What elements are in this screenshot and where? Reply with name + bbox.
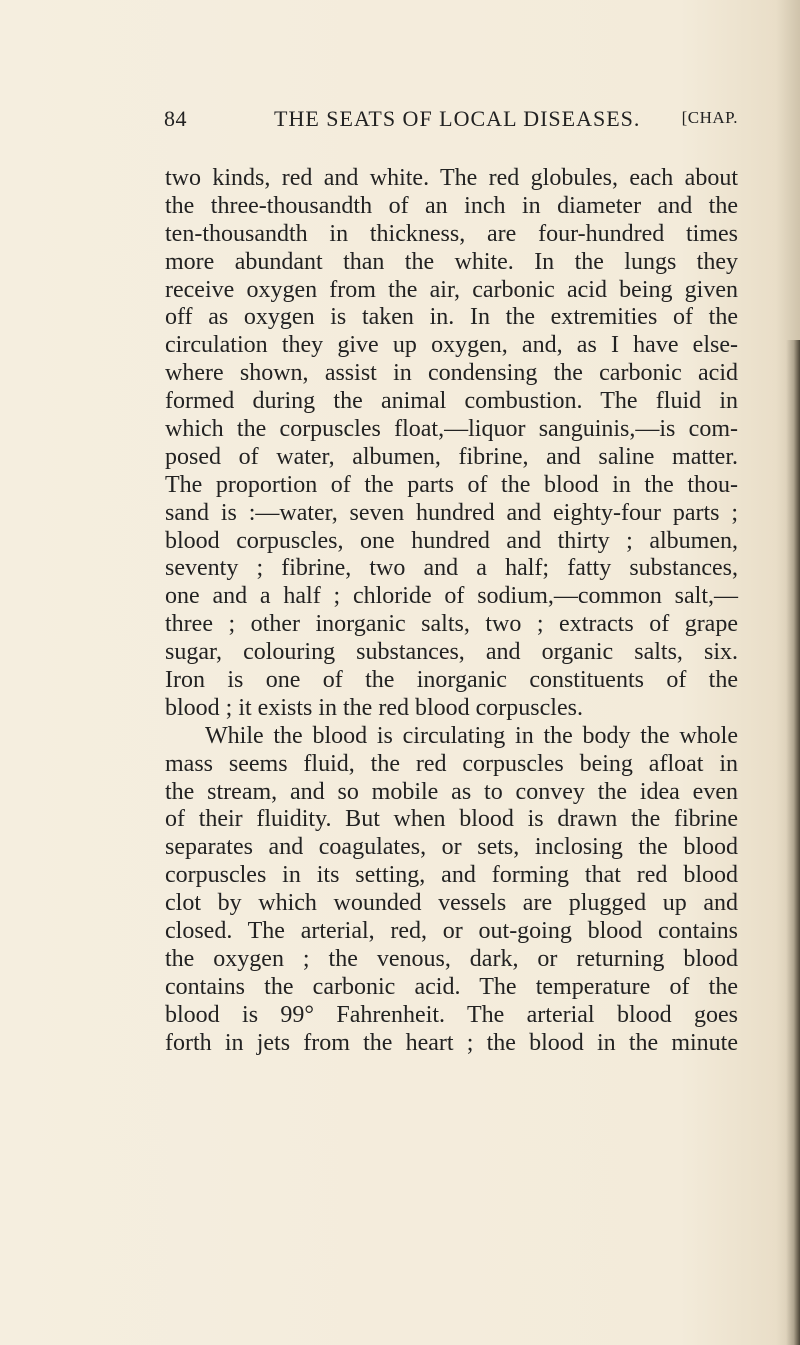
text-line: off as oxygen is taken in. In the extremities of the <box>165 304 738 331</box>
text-line: Iron is one of the inorganic constituents of the <box>165 667 738 694</box>
text-line: clot by which wounded vessels are plugged up and <box>165 890 738 917</box>
running-title: THE SEATS OF LOCAL DISEASES. <box>274 106 641 131</box>
text-line: mass seems fluid, the red corpuscles being afloat in <box>165 750 738 777</box>
text-line: two kinds, red and white. The red globules, each about <box>165 165 738 191</box>
text-line: formed during the animal combustion. The fluid in <box>165 388 738 415</box>
text-line: three ; other inorganic salts, two ; extracts of grape <box>165 611 738 638</box>
text-line: the oxygen ; the venous, dark, or returning blood <box>165 945 738 972</box>
text-line: seventy ; fibrine, two and a half; fatty substances, <box>165 555 738 582</box>
text-line: closed. The arterial, red, or out-going blood contains <box>165 918 738 945</box>
text-line: the three-thousandth of an inch in diameter and the <box>165 192 738 219</box>
text-line: receive oxygen from the air, carbonic acid being given <box>165 276 738 303</box>
text-line: separates and coagulates, or sets, inclosing the blood <box>165 834 738 861</box>
text-line: The proportion of the parts of the blood in the thou- <box>165 471 738 498</box>
text-line: forth in jets from the heart ; the blood in the minute <box>165 1029 738 1056</box>
text-line: blood is 99° Fahrenheit. The arterial blood goes <box>165 1001 738 1028</box>
text-line: of their fluidity. But when blood is drawn the fibrine <box>165 806 738 833</box>
page-edge-shadow <box>786 340 800 1345</box>
text-line: ten-thousandth in thickness, are four-hundred times <box>165 220 738 247</box>
text-line: more abundant than the white. In the lungs they <box>165 248 738 275</box>
text-line: posed of water, albumen, fibrine, and saline matter. <box>165 443 738 470</box>
body-text <box>165 165 738 1058</box>
running-head <box>164 106 738 136</box>
text-line: contains the carbonic acid. The temperature of the <box>165 973 738 1000</box>
text-line: blood ; it exists in the red blood corpuscles. <box>165 694 583 721</box>
text-line: corpuscles in its setting, and forming that red blood <box>165 862 738 889</box>
text-line-paragraph-start: While the blood is circulating in the body the whole <box>205 722 738 749</box>
text-line: sugar, colouring substances, and organic salts, six. <box>165 639 738 666</box>
text-line: sand is :—water, seven hundred and eighty-four parts ; <box>165 499 738 526</box>
text-line: where shown, assist in condensing the carbonic acid <box>165 360 738 387</box>
text-line: circulation they give up oxygen, and, as I have else- <box>165 332 738 359</box>
page-number: 84 <box>164 106 187 131</box>
text-line: blood corpuscles, one hundred and thirty ; albumen, <box>165 527 738 554</box>
text-line: the stream, and so mobile as to convey the idea even <box>165 778 738 805</box>
text-line: which the corpuscles float,—liquor sanguinis,—is com- <box>165 416 738 443</box>
text-line: one and a half ; chloride of sodium,—common salt,— <box>165 583 738 610</box>
chapter-mark: [CHAP. <box>681 108 738 127</box>
